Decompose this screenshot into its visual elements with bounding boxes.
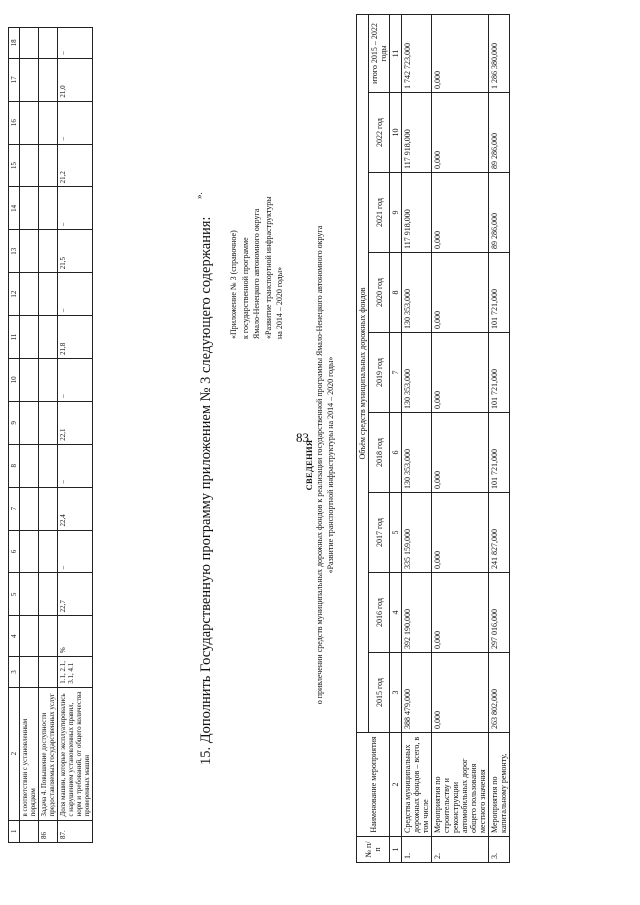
page-number: 83 bbox=[296, 430, 309, 445]
column-number: 7 bbox=[390, 333, 402, 413]
column-number: 1 bbox=[9, 820, 20, 842]
column-number: 11 bbox=[9, 316, 20, 359]
table-row bbox=[489, 14, 510, 862]
row-name: Средства муниципальных дорожных фондов – всего, в том числе bbox=[402, 733, 432, 837]
cell-value: 241 827,000 bbox=[489, 493, 510, 573]
column-number: 12 bbox=[9, 273, 20, 316]
table-row bbox=[20, 28, 39, 843]
table-row bbox=[402, 14, 432, 862]
header-year: 2020 год bbox=[369, 253, 390, 333]
cell-value: 117 918,000 bbox=[402, 93, 432, 173]
cell-total: 1 286 380,000 bbox=[489, 14, 510, 92]
column-number: 5 bbox=[9, 573, 20, 616]
title-caps: СВЕДЕНИЯ bbox=[304, 439, 314, 491]
column-number: 9 bbox=[9, 401, 20, 444]
appendix-note-line: к государственной программе bbox=[240, 237, 250, 339]
cell-total: 0,000 bbox=[432, 14, 489, 92]
column-number: 8 bbox=[390, 253, 402, 333]
header-year: 2021 год bbox=[369, 173, 390, 253]
column-number: 7 bbox=[9, 487, 20, 530]
cell-value: 0,000 bbox=[432, 253, 489, 333]
row-name: Мероприятия по капитальному ремонту, bbox=[489, 733, 510, 837]
cell-value: 0,000 bbox=[432, 493, 489, 573]
cell-value: 130 353,000 bbox=[402, 333, 432, 413]
header-year: 2019 год bbox=[369, 333, 390, 413]
column-number: 5 bbox=[390, 493, 402, 573]
document-title bbox=[304, 195, 337, 735]
closing-quote: ». bbox=[194, 192, 204, 199]
header-row bbox=[357, 14, 369, 862]
cell-value: 101 721,000 bbox=[489, 333, 510, 413]
column-number: 8 bbox=[9, 444, 20, 487]
cell-value: 89 286,000 bbox=[489, 173, 510, 253]
column-number: 10 bbox=[9, 358, 20, 401]
column-number: 11 bbox=[390, 14, 402, 92]
column-number-row bbox=[390, 14, 402, 862]
cell-value: 130 353,000 bbox=[402, 253, 432, 333]
cell-value: 0,000 bbox=[432, 93, 489, 173]
row-number: 1. bbox=[402, 837, 432, 863]
table-row: 87. Доля машин, которые эксплуатировались с нарушением установленных правил, норм и требований, от общего количества проверенных машин 1.1, 2.1, 3.1, 4.1 % 22,7 – 22,4 – 22,1 – 21,8 – 21,5 – 21,2 – 21,0 – bbox=[58, 28, 93, 843]
section-heading: 15. Дополнить Государственную программу приложением № 3 следующего содержания: bbox=[198, 216, 214, 765]
table-row bbox=[39, 28, 58, 843]
appendix-note-line: «Приложение № 3 (справочное) bbox=[229, 230, 238, 339]
cell-value: 89 286,000 bbox=[489, 93, 510, 173]
cell-value: 335 159,000 bbox=[402, 493, 432, 573]
indicator-name: в соответствии с установленным порядком bbox=[20, 687, 39, 820]
cell-value: 297 016,000 bbox=[489, 573, 510, 653]
cell-value: 388 479,000 bbox=[402, 653, 432, 733]
cell-value: 130 353,000 bbox=[402, 413, 432, 493]
cell-total: 1 742 723,000 bbox=[402, 14, 432, 92]
column-number-row bbox=[9, 28, 20, 843]
header-name: Наименование мероприятия bbox=[357, 733, 390, 837]
indicator-name: Задача 4. Повышение доступности предоставляемых государственных услуг bbox=[39, 687, 58, 820]
row-number: 3. bbox=[489, 837, 510, 863]
header-year: 2015 год bbox=[369, 653, 390, 733]
cell-value: 0,000 bbox=[432, 573, 489, 653]
header-year: 2016 год bbox=[369, 573, 390, 653]
cell-value: 263 802,000 bbox=[489, 653, 510, 733]
column-number: 6 bbox=[390, 413, 402, 493]
column-number: 17 bbox=[9, 58, 20, 101]
cell-value: 0,000 bbox=[432, 653, 489, 733]
column-number: 3 bbox=[390, 653, 402, 733]
row-number: 2. bbox=[432, 837, 489, 863]
column-number: 4 bbox=[9, 616, 20, 657]
cell-value: 117 918,000 bbox=[402, 173, 432, 253]
cell-value: 0,000 bbox=[432, 413, 489, 493]
column-number: 18 bbox=[9, 28, 20, 59]
table-row bbox=[432, 14, 489, 862]
column-number: 13 bbox=[9, 230, 20, 273]
column-number: 1 bbox=[390, 837, 402, 863]
column-number: 15 bbox=[9, 144, 20, 187]
column-number: 2 bbox=[9, 687, 20, 820]
row-number: 86 bbox=[39, 820, 58, 842]
funds-table bbox=[356, 14, 510, 863]
title-line: «Развитие транспортной инфраструктуры на 2014 – 2020 годы» bbox=[326, 356, 336, 574]
column-number: 16 bbox=[9, 101, 20, 144]
header-total: итого 2015 – 2022 годы bbox=[369, 14, 390, 92]
row-number: 87. bbox=[58, 820, 93, 842]
appendix-note-line: на 2014 – 2020 годы» bbox=[275, 266, 285, 339]
header-year: 2017 год bbox=[369, 493, 390, 573]
column-number: 4 bbox=[390, 573, 402, 653]
column-number: 14 bbox=[9, 187, 20, 230]
cell-value: 392 190,000 bbox=[402, 573, 432, 653]
column-number: 9 bbox=[390, 173, 402, 253]
row-name: Мероприятия по строительству и реконструкции автомобильных дорог общего пользования местного значения bbox=[432, 733, 489, 837]
top-indicators-table bbox=[8, 27, 93, 843]
cell-value: 0,000 bbox=[432, 333, 489, 413]
appendix-note bbox=[228, 109, 286, 339]
header-year: 2018 год bbox=[369, 413, 390, 493]
cell-value: 0,000 bbox=[432, 173, 489, 253]
title-line: о привлечении средств муниципальных дорожных фондов к реализации государственной программы Ямало-Ненецкого автономного округа bbox=[315, 225, 325, 705]
appendix-note-line: Ямало-Ненецкого автономного округа bbox=[252, 208, 262, 339]
header-num: № п/п bbox=[357, 837, 390, 863]
column-number: 3 bbox=[9, 657, 20, 688]
row-number bbox=[20, 820, 39, 842]
column-number: 2 bbox=[390, 733, 402, 837]
cell-value: 101 721,000 bbox=[489, 253, 510, 333]
column-number: 6 bbox=[9, 530, 20, 573]
header-group: Объём средств муниципальных дорожных фондов bbox=[357, 14, 369, 732]
column-number: 10 bbox=[390, 93, 402, 173]
cell-value: 101 721,000 bbox=[489, 413, 510, 493]
appendix-note-line: «Развитие транспортной инфраструктуры bbox=[263, 196, 273, 339]
indicator-name: Доля машин, которые эксплуатировались с нарушением установленных правил, норм и требований, от общего количества проверенных машин bbox=[58, 687, 93, 820]
header-year: 2022 год bbox=[369, 93, 390, 173]
